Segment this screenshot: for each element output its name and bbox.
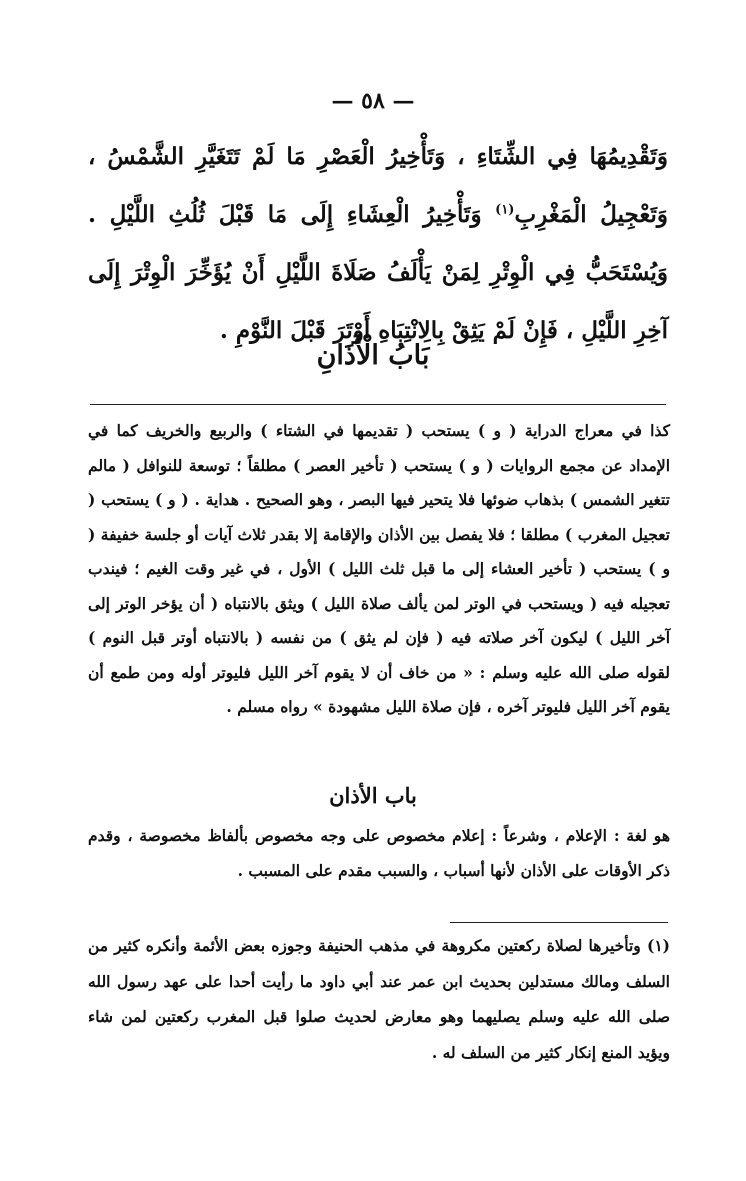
commentary-paragraph: كذا في معراج الدراية ( و ) يستحب ( تقديمها في الشتاء ) والربيع والخريف كما في الإمداد عن مجمع الروايات ( و ) يستحب ( تأخير العصر ) مطلقاً ؛ توسعة للنوافل ( مالم تتغير الشمس ) بذهاب ضوئها فلا يتحير فيها البصر ، وهو الصحيح . هداية . ( و ) يستحب ( تعجيل المغرب ) مطلقا ؛ فلا يفصل بين الأذان والإقامة إلا بقدر ثلاث آيات أو جلسة خفيفة ( و ) يستحب ( تأخير العشاء إلى ما قبل ثلث الليل ) الأول ، في غير وقت الغيم ؛ فيندب تعجيله فيه ( ويستحب في الوتر لمن يألف صلاة الليل ) ويثق بالانتباه ( أن يؤخر الوتر إلى آخر الليل ) ليكون آخر صلاته فيه ( فإن لم يثق ) من نفسه ( بالانتباه أوتر قبل النوم ) لقوله صلى الله عليه وسلم : « من خاف أن لا يقوم آخر الليل فليوتر أوله ومن طمع أن يقوم آخر الليل فليوتر آخره ، فإن صلاة الليل مشهودة » رواه مسلم .	[88, 421, 670, 716]
main-text-part-1: وَتَقْدِيمُهَا فِي الشِّتَاءِ ، وَتَأْخِيرُ الْعَصْرِ مَا لَمْ تَتَغَيَّرِ الشَّمْسُ ، وَتَعْجِيلُ الْمَغْرِبِ	[88, 143, 668, 228]
commentary	[88, 414, 670, 725]
footnote	[88, 928, 670, 1070]
footnote-marker[interactable]: (١)	[495, 202, 515, 218]
footnote-divider	[450, 922, 668, 923]
page-number: — ٥٨ —	[331, 88, 415, 114]
chapter-heading: بَابُ الْأَذَانِ	[316, 340, 430, 371]
commentary-divider	[90, 404, 666, 405]
commentary-2	[88, 818, 670, 888]
main-paragraph	[88, 128, 668, 360]
commentary-2-paragraph: هو لغة : الإعلام ، وشرعاً : إعلام مخصوص على وجه مخصوص بألفاظ مخصوصة ، وقدم ذكر الأوقات على الأذان لأنها أسباب ، والسبب مقدم على المسبب .	[88, 826, 670, 880]
footnote-paragraph: (١) وتأخيرها لصلاة ركعتين مكروهة في مذهب الحنيفة وجوزه بعض الأئمة وأنكره كثير من السلف ومالك مستدلين بحديث ابن عمر عند أبي داود ما رأيت أحدا على عهد رسول الله صلى الله عليه وسلم يصليهما وهو معارض لحديث صلوا قبل المغرب ركعتين لمن شاء ويؤيد المنع إنكار كثير من السلف له .	[88, 936, 670, 1062]
commentary-heading: باب الأذان	[329, 783, 417, 808]
main-text-part-2: وَتَأْخِيرُ الْعِشَاءِ إِلَى مَا قَبْلَ ثُلُثِ اللَّيْلِ . وَيُسْتَحَبُّ فِي الْوِتْرِ لِمَنْ يَأْلَفُ صَلَاةَ اللَّيْلِ أَنْ يُؤَخِّرَ الْوِتْرَ إِلَى آخِرِ اللَّيْلِ ، فَإِنْ لَمْ يَثِقْ بِالِانْتِبَاهِ أَوْتَرَ قَبْلَ النَّوْمِ .	[88, 201, 668, 344]
main-text	[88, 128, 668, 360]
